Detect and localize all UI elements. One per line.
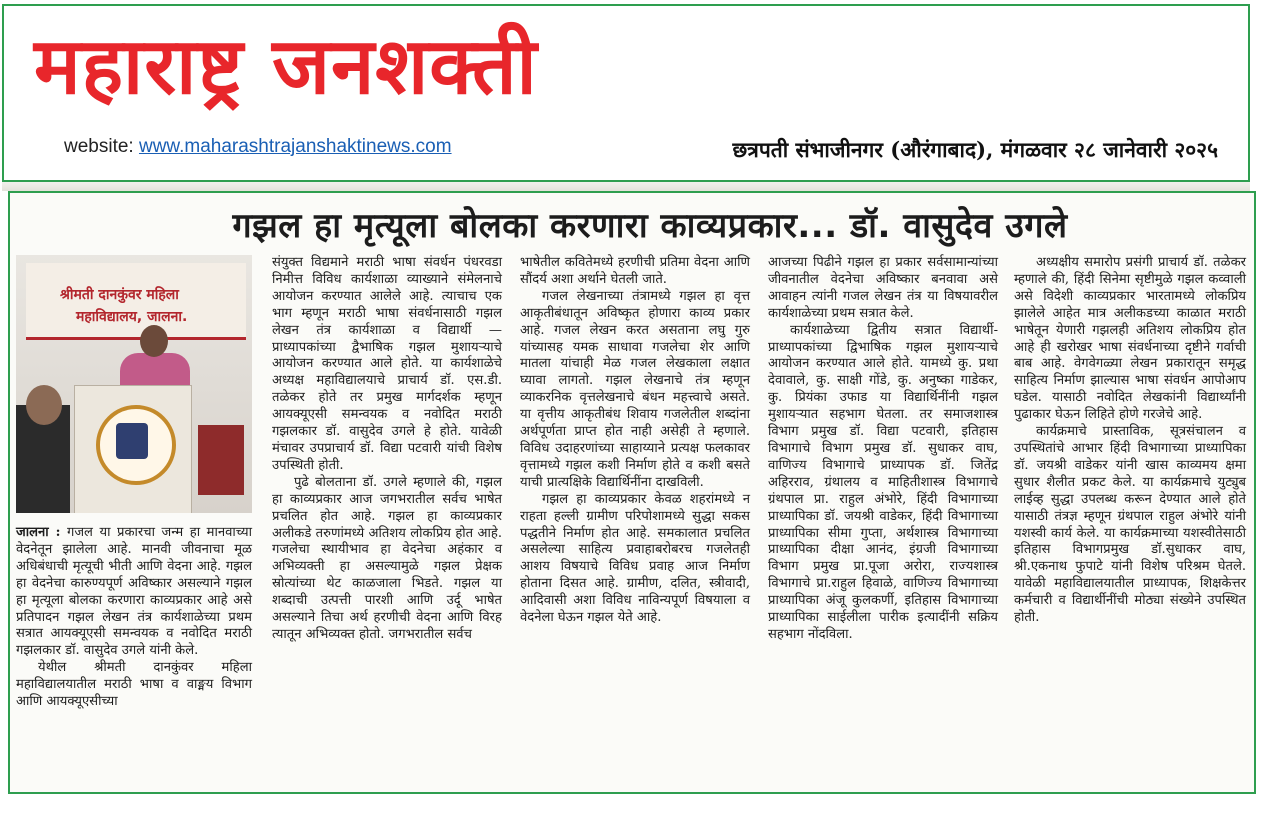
article-column-1 [16,525,252,711]
col5-paragraph-2: कार्यक्रमाचे प्रास्ताविक, सूत्रसंचालन व उपस्थितांचे आभार हिंदी विभागाच्या प्राध्यापिका डॉ. जयश्री वाडेकर यांनी खास काव्यमय क्षमा सुधार शैलीत प्रकट केले. या कार्यक्रमाचे युट्युब लाईव्ह सुद्धा उपलब्ध करून देण्यात आले होते यासाठी तंत्रज्ञ म्हणून ग्रंथपाल राहुल अंभोरे यांनी यशस्वी कार्य केले. या कार्यक्रमाच्या यशस्वीतेसाठी इतिहास विभागप्रमुख डॉ.सुधाकर वाघ, श्री.एकनाथ फुपाटे यांनी विशेष परिश्रम घेतले. यावेळी महाविद्यालयातील प्राध्यापक, शिक्षकेत्तर कर्मचारी व विद्यार्थीनींची मोठ्या संख्येने उपस्थित होती. [1014,424,1246,626]
dateline: छत्रपती संभाजीनगर (औरंगाबाद), मंगळवार २८ जानेवारी २०२५ [732,137,1218,162]
article-headline: गझल हा मृत्यूला बोलका करणारा काव्यप्रकार... डॉ. वासुदेव उगले [232,206,1068,246]
col2-paragraph-2: पुढे बोलताना डॉ. उगले म्हणाले की, गझल हा काव्यप्रकार आज जगभरातील सर्वच भाषेत प्रचलित होत आहे. गझल हा काव्यप्रकार अलीकडे तरुणांमध्ये अतिशय लोकप्रिय होत आहे. गजलेचा स्थायीभाव हा वेदनेचा अहंकार व अभिव्यक्ती हा असल्यामुळे गझल प्रेक्षक स्रोत्यांच्या थेट काळजाला भिडते. गझल या शब्दाची उत्पत्ती पारशी आणि उर्दू भाषेत असल्याने तिचा अर्थ हरणीची वेदना आणि विरह त्यातून अभिव्यक्त होतो. जगभरातील सर्वच [272,474,502,642]
banner-line-1: श्रीमती दानकुंवर महिला [60,287,179,303]
col3-paragraph-1: भाषेतील कवितेमध्ये हरणीची प्रतिमा वेदना आणि सौंदर्य अशा अर्थाने घेतली जाते. [520,255,750,287]
col4-paragraph-1: आजच्या पिढीने गझल हा प्रकार सर्वसामान्यांच्या जीवनातील वेदनेचा अविष्कार बनवावा असे आवाहन त्यांनी गजल लेखन तंत्र या विषयावरील कार्यशाळेच्या प्रथम सत्रात केले. [768,255,998,321]
article-column-2 [272,255,502,644]
website-link[interactable]: www.maharashtrajanshaktinews.com [138,136,452,157]
col5-paragraph-1: अध्यक्षीय समारोप प्रसंगी प्राचार्य डॉ. तळेकर म्हणाले की, हिंदी सिनेमा सृष्टीमुळे गझल कव्वाली असे विदेशी काव्यप्रकार भारतामध्ये लोकप्रिय झालेले आहेत मात्र अलीकडच्या काळात मराठी भाषेतून येणारी गझलही अतिशय लोकप्रिय होत आहे ही खरोखर भाषा संवर्धनाच्या दृष्टीने गर्वाची बाब आहे. वेगवेगळ्या लेखन प्रकारातून समृद्ध साहित्य निर्माण झाल्यास भाषा संवर्धन आपोआप घडेल. यासाठी नवोदित लेखकांनी विद्यार्थ्यांनी पुढाकार घेऊन लिहिते होणे गरजेचे आहे. [1014,255,1246,423]
article-clipping [8,191,1256,794]
col1-paragraph-1: गजल या प्रकारचा जन्म हा मानवाच्या वेदनेतून झालेला आहे. मानवी जीवनाचा मूळ अधिबंधाची मृत्यूची भीती आणि वेदना आहे. गझल हा वेदनेचा कारुण्यपूर्ण अविष्कार असल्याने गझल हा मृत्यूला बोलका करणारा काव्यप्रकार आहे असे प्रतिपादन गझल लेखन तंत्र कार्यशाळेच्या प्रथम सत्रात आयक्यूएसी समन्वयक व नवोदित मराठी गझलकार डॉ. वासुदेव उगले यांनी केले. [16,525,252,659]
website-line [64,136,452,158]
place-lead: जालना : [16,525,61,540]
col1-paragraph-2: येथील श्रीमती दानकुंवर महिला महाविद्यालयातील मराठी भाषा व वाङ्मय विभाग आणि आयक्यूएसीच्या [16,660,252,710]
event-photo [16,255,252,513]
article-column-4 [768,255,998,644]
masthead [2,4,1250,182]
banner-line-2: महाविद्यालय, जालना. [76,309,188,325]
scan-edge [2,182,1250,191]
article-column-3 [520,255,750,627]
col4-paragraph-2: कार्यशाळेच्या द्वितीय सत्रात विद्यार्थी-प्राध्यापकांच्या द्विभाषिक गझल मुशायऱ्याचे आयोजन करण्यात आले होते. यामध्ये कु. प्रथा देवावाले, कु. साक्षी गोंडे, कु. अनुष्का गाडेकर, कु. प्रियंका उफाड या विद्यार्थिनींनी गझल मुशायऱ्यात सहभाग घेतला. तर समाजशास्त्र विभाग प्रमुख डॉ. विद्या पटवारी, इतिहास विभागाचे विभाग प्रमुख डॉ. सुधाकर वाघ, वाणिज्य विभागाचे प्राध्यापक डॉ. जितेंद्र अहिरराव, ग्रंथालय व माहितीशास्त्र विभागाचे ग्रंथपाल प्रा. राहुल अंभोरे, हिंदी विभागाच्या प्राध्यापिका डॉ. जयश्री वाडेकर, हिंदी विभागाच्या प्राध्यापिका सीमा गुप्ता, अर्थशास्त्र विभागाच्या प्राध्यापिका दीक्षा आनंद, इंग्रजी विभागाच्या विभाग प्रमुख प्रा.पूजा अरोरा, राज्यशास्त्र विभागाचे प्रा.राहुल हिवाळे, वाणिज्य विभागाच्या प्राध्यापिका अंजू कुलकर्णी, इतिहास विभागाच्या प्राध्यापिका साईलीला पारीक इत्यादींनी सक्रिय सहभाग नोंदविला. [768,322,998,642]
website-label: website: [64,136,134,157]
newspaper-logo: महाराष्ट्र जनशक्ती [34,22,538,112]
col3-paragraph-2: गजल लेखनाच्या तंत्रामध्ये गझल हा वृत्त आकृतीबंधातून अविष्कृत होणारा काव्य प्रकार आहे. गजल लेखन करत असताना लघु गुरु यांच्यासह यमक साधावा गजलेचा शेर आणि मातला यांचाही मेळ गजल लेखकाला लक्षात घ्यावा लागतो. गझल लेखनाचे तंत्र म्हणून व्याकरनिक वृत्तलेखनाचे बंधन महत्त्वाचे असते. या वृत्तीय आकृतीबंध शिवाय गजलेतील शब्दांना अर्थपूर्णता प्राप्त होत नाही असेही ते म्हणाले. विविध उदाहरणांच्या साहाय्याने प्रत्यक्ष फलकावर वृत्तामध्ये गझल कशी निर्माण होते व कशी बसते याची प्रात्यक्षिके विद्यार्थिनींना दाखविली. [520,288,750,490]
article-column-5 [1014,255,1246,627]
col2-paragraph-1: संयुक्त विद्यमाने मराठी भाषा संवर्धन पंधरवडा निमीत्त विविध कार्यशाळा व्याख्याने संमेलनाचे आयोजन करण्यात आलेले आहे. त्याचाच एक भाग म्हणून मराठी भाषा संवर्धनासाठी गझल लेखन तंत्र कार्यशाळा व विद्यार्थी — प्राध्यापकांच्या द्वैभाषिक गझल मुशायऱ्याचे आयोजन करण्यात आले होते. या कार्यशाळेचे अध्यक्ष महाविद्यालयाचे प्राचार्य डॉ. एस.डी. तळेकर होते तर प्रमुख मार्गदर्शक म्हणून आयक्यूएसी समन्वयक व नवोदित मराठी गझलकार डॉ. वासुदेव उगले हे होते. यावेळी मंचावर उपप्राचार्य डॉ. विद्या पटवारी यांची विशेष उपस्थिती होती. [272,255,502,473]
audience-figure [26,385,62,425]
col3-paragraph-3: गझल हा काव्यप्रकार केवळ शहरांमध्ये न राहता हल्ली ग्रामीण परिपोशामध्ये सुद्धा सकस पद्धतीने निर्माण होत आहे. समकालात प्रचलित असलेल्या साहित्य प्रवाहाबरोबरच गजलेतही आशय विषयाचे विविध प्रवाह आज निर्माण होताना दिसत आहे. ग्रामीण, दलित, स्त्रीवादी, आदिवासी अशा विविध नाविन्यपूर्ण विषयाला व वेदनेला घेऊन गझल येते आहे. [520,491,750,626]
